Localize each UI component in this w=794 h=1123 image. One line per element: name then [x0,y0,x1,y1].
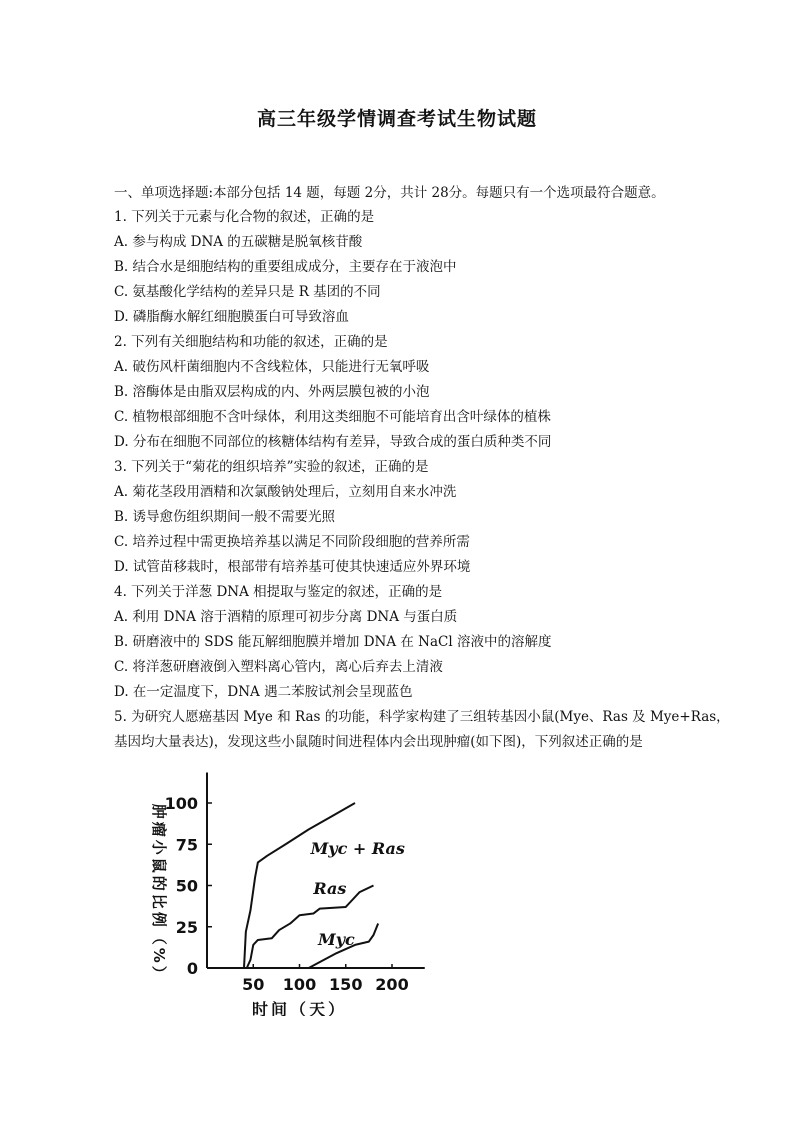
series-line-ras [247,886,374,969]
page-title: 高三年级学情调查考试生物试题 [256,108,537,130]
question-line: D. 分布在细胞不同部位的核糖体结构有差异，导致合成的蛋白质种类不同 [114,434,552,450]
question-line: D. 在一定温度下，DNA 遇二苯胺试剂会呈现蓝色 [114,684,413,700]
question-line: C. 植物根部细胞不含叶绿体，利用这类细胞不可能培育出含叶绿体的植株 [114,409,551,425]
question-line: A. 参与构成 DNA 的五碳糖是脱氧核苷酸 [114,234,363,250]
question-line: B. 研磨液中的 SDS 能瓦解细胞膜并增加 DNA 在 NaCl 溶液中的溶解度 [114,634,552,650]
question-line: 1. 下列关于元素与化合物的叙述，正确的是 [114,209,375,225]
question-line: 5. 为研究人愿癌基因 Mye 和 Ras 的功能，科学家构建了三组转基因小鼠(Mye、Ras 及 Mye+Ras， [114,709,730,725]
question-line: 3. 下列关于“菊花的组织培养”实验的叙述，正确的是 [114,459,429,475]
y-tick-label: 25 [175,917,198,937]
series-label-ras: Ras [313,878,347,898]
question-line: 4. 下列关于洋葱 DNA 相提取与鉴定的叙述，正确的是 [114,584,443,600]
tumor-chart [130,766,460,1016]
x-tick-label: 150 [329,975,363,994]
question-line: C. 将洋葱研磨液倒入塑料离心管内，离心后弃去上清液 [114,659,443,675]
y-tick-label: 75 [175,835,198,855]
section-heading: 一、单项选择题:本部分包括 14 题，每题 2分，共计 28分。每题只有一个选项最符合题意。 [114,185,665,201]
x-tick-label: 50 [242,975,265,994]
series-label-myc: Myc [318,929,355,949]
series-label-myc-ras: Myc + Ras [310,839,405,859]
question-line: B. 结合水是细胞结构的重要组成成分，主要存在于液泡中 [114,259,457,275]
chart-svg [130,766,460,1016]
question-line: C. 氨基酸化学结构的差异只是 R 基团的不同 [114,284,381,300]
question-line: B. 溶酶体是由脂双层构成的内、外两层膜包被的小泡 [114,384,430,400]
question-line: A. 菊花茎段用酒精和次氯酸钠处理后，立刻用自来水冲洗 [114,484,457,500]
series-group [244,803,378,968]
question-line: 2. 下列有关细胞结构和功能的叙述，正确的是 [114,334,388,350]
question-line: D. 磷脂酶水解红细胞膜蛋白可导致溶血 [114,309,349,325]
x-tick-label: 100 [282,975,317,994]
y-tick-label: 100 [164,794,198,813]
x-tick-label: 200 [375,975,409,994]
y-tick-label: 50 [175,876,198,896]
x-axis-label: 时间（天） [251,1000,348,1016]
y-tick-label: 0 [186,959,198,978]
question-line: A. 利用 DNA 溶于酒精的原理可初步分离 DNA 与蛋白质 [114,609,458,625]
question-line: D. 试管苗移栽时，根部带有培养基可使其快速适应外界环境 [114,559,471,575]
question-line: B. 诱导愈伤组织期间一般不需要光照 [114,509,336,525]
y-axis-label: 肿瘤小鼠的比例（%） [150,803,168,984]
question-line: A. 破伤风杆菌细胞内不含线粒体，只能进行无氧呼吸 [114,359,430,375]
question-line: C. 培养过程中需更换培养基以满足不同阶段细胞的营养所需 [114,534,470,550]
question-line: 基因均大量表达)，发现这些小鼠随时间进程体内会出现肿瘤(如下图)，下列叙述正确的是 [114,734,643,750]
y-tick-group [165,794,212,978]
